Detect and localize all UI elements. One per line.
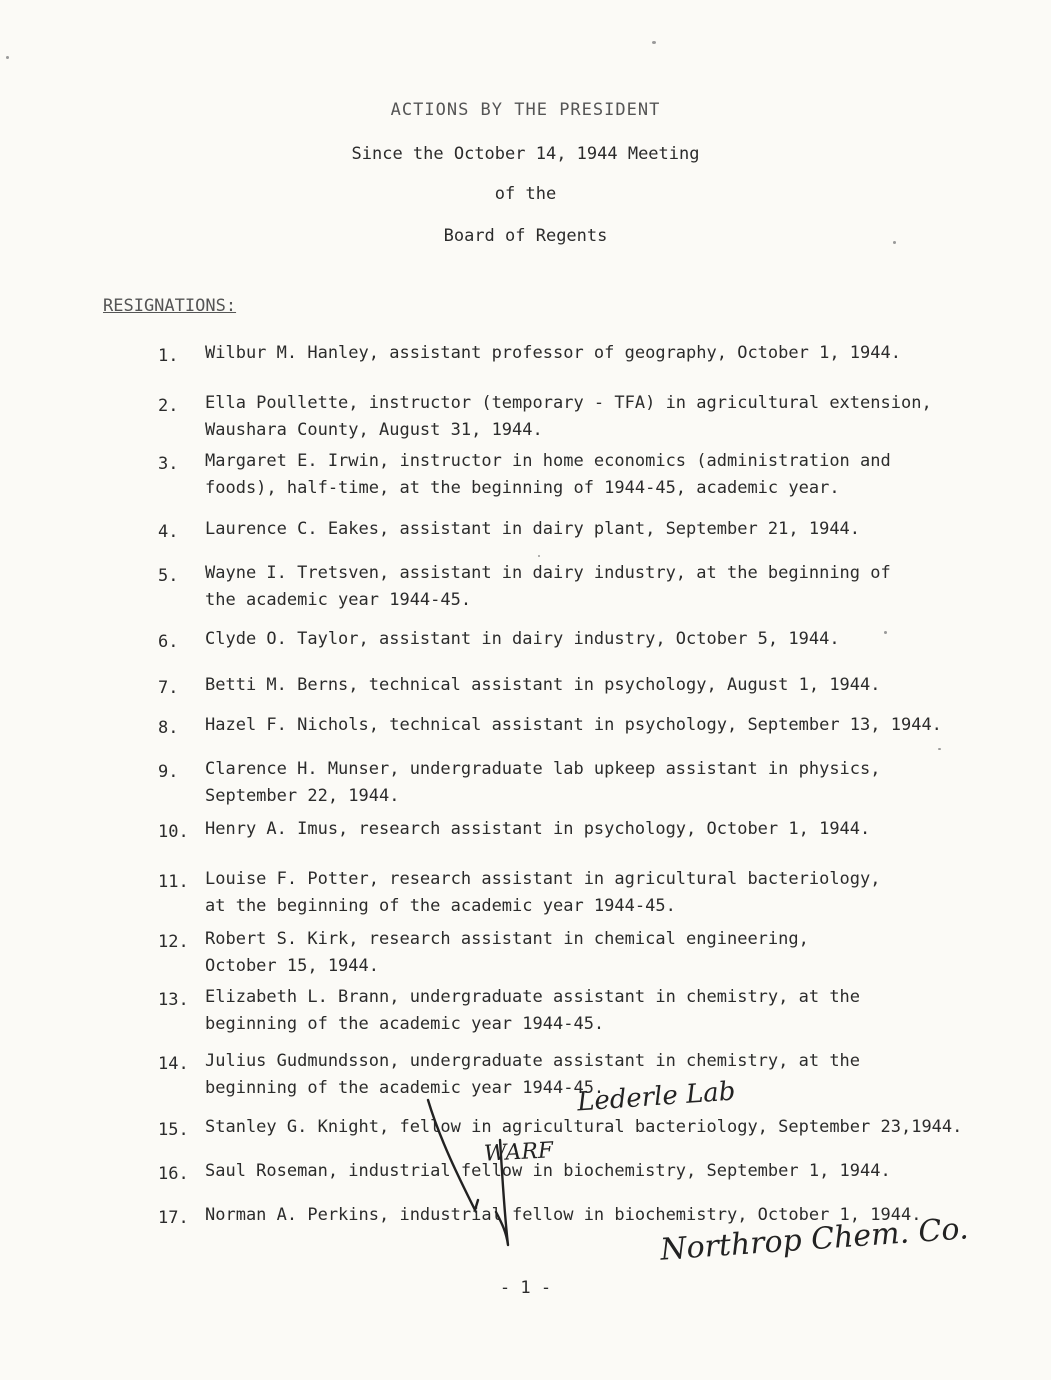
board-line: Board of Regents (443, 226, 608, 246)
item-number: 4. (158, 522, 179, 542)
item-number: 15. (158, 1120, 189, 1140)
meeting-date-line: Since the October 14, 1944 Meeting (351, 144, 700, 164)
item-number: 5. (158, 566, 179, 586)
scan-speck (538, 555, 540, 557)
page-number: - 1 - (499, 1278, 552, 1298)
item-text: Margaret E. Irwin, instructor in home economics (administration and foods), half-time, at the beginning of 1944-45, academic year. (205, 451, 891, 498)
scan-speck (652, 41, 656, 44)
item-number: 6. (158, 632, 179, 652)
item-number: 16. (158, 1164, 189, 1184)
item-text: Hazel F. Nichols, technical assistant in psychology, September 13, 1944. (205, 715, 942, 735)
scan-speck (6, 56, 9, 59)
item-number: 1. (158, 346, 179, 366)
scan-speck (884, 631, 887, 634)
item-number: 2. (158, 396, 179, 416)
item-number: 13. (158, 990, 189, 1010)
item-text: Louise F. Potter, research assistant in agricultural bacteriology, at the beginning of the academic year 1944-45. (205, 869, 881, 916)
item-text: Robert S. Kirk, research assistant in chemical engineering, October 15, 1944. (205, 929, 809, 976)
item-number: 10. (158, 822, 189, 842)
item-number: 7. (158, 678, 179, 698)
item-text: Betti M. Berns, technical assistant in psychology, August 1, 1944. (205, 675, 881, 695)
item-number: 8. (158, 718, 179, 738)
item-text: Wayne I. Tretsven, assistant in dairy industry, at the beginning of the academic year 1944-45. (205, 563, 891, 610)
item-text: Wilbur M. Hanley, assistant professor of geography, October 1, 1944. (205, 343, 901, 363)
item-text: Ella Poullette, instructor (temporary - TFA) in agricultural extension, Waushara County, August 31, 1944. (205, 393, 932, 440)
item-number: 17. (158, 1208, 189, 1228)
item-text: Henry A. Imus, research assistant in psychology, October 1, 1944. (205, 819, 871, 839)
handwritten-checkmark-icon (420, 1080, 530, 1250)
document-title: ACTIONS BY THE PRESIDENT (390, 100, 661, 120)
item-text: Laurence C. Eakes, assistant in dairy plant, September 21, 1944. (205, 519, 861, 539)
item-text: Clarence H. Munser, undergraduate lab upkeep assistant in physics, September 22, 1944. (205, 759, 881, 806)
item-text: Julius Gudmundsson, undergraduate assistant in chemistry, at the beginning of the academic year 1944-45. (205, 1051, 861, 1098)
item-text: Norman A. Perkins, industrial fellow in biochemistry, October 1, 1944. (205, 1205, 922, 1225)
item-number: 9. (158, 762, 179, 782)
item-number: 14. (158, 1054, 189, 1074)
handwritten-note-northrop: Northrop Chem. Co. (659, 1211, 970, 1268)
item-number: 11. (158, 872, 189, 892)
scan-speck (938, 748, 941, 750)
item-text: Elizabeth L. Brann, undergraduate assistant in chemistry, at the beginning of the academic year 1944-45. (205, 987, 861, 1034)
handwritten-note-warf: WARF (483, 1138, 554, 1167)
handwritten-note-lederle: Lederle Lab (576, 1076, 737, 1118)
item-number: 3. (158, 454, 179, 474)
item-number: 12. (158, 932, 189, 952)
item-text: Stanley G. Knight, fellow in agricultural bacteriology, September 23,1944. (205, 1117, 963, 1137)
section-heading-resignations: RESIGNATIONS: (103, 296, 237, 316)
item-text: Clyde O. Taylor, assistant in dairy industry, October 5, 1944. (205, 629, 840, 649)
item-text: Saul Roseman, industrial fellow in biochemistry, September 1, 1944. (205, 1161, 891, 1181)
scan-speck (893, 241, 896, 244)
header-connector-line: of the (494, 184, 557, 204)
